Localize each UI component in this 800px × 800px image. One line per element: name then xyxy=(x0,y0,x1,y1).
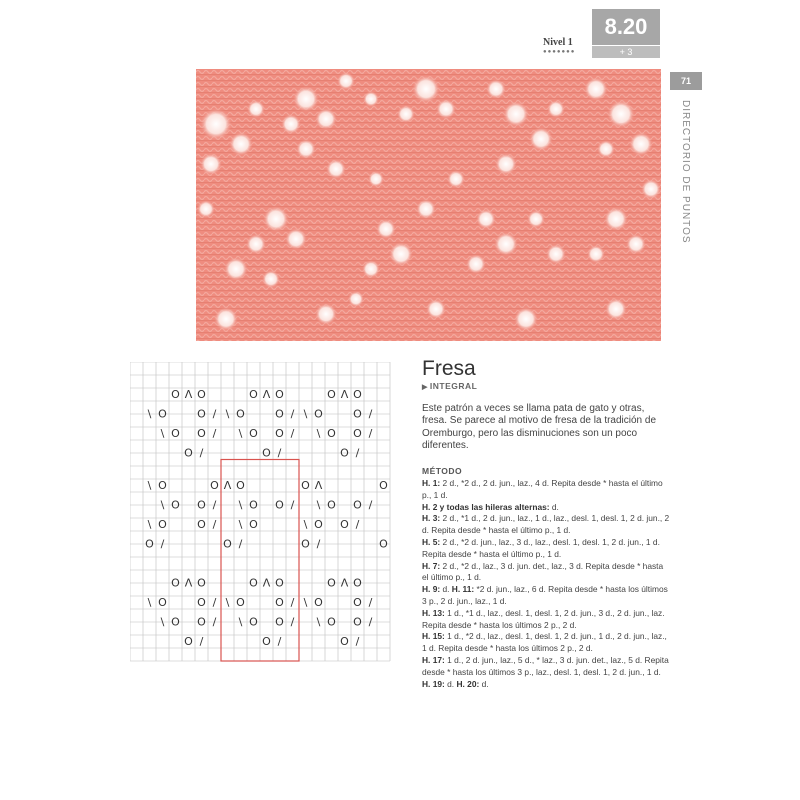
chart-symbol-k2tog: / xyxy=(355,635,360,649)
chart-symbol-yarn_over: O xyxy=(314,407,323,421)
chart-symbol-yarn_over: O xyxy=(158,407,167,421)
chart-symbol-yarn_over: O xyxy=(327,615,336,629)
chart-symbol-yarn_over: O xyxy=(249,518,258,532)
chart-symbol-ssk: \ xyxy=(238,518,243,532)
chart-symbol-yarn_over: O xyxy=(184,635,193,649)
chart-symbol-k2tog: / xyxy=(290,427,295,441)
chart-symbol-ssk: \ xyxy=(147,407,152,421)
chart-symbol-yarn_over: O xyxy=(171,576,180,590)
chart-symbol-k2tog: / xyxy=(290,615,295,629)
chart-symbol-ssk: \ xyxy=(303,407,308,421)
chart-symbol-ssk: \ xyxy=(238,427,243,441)
chart-symbol-cdd: Λ xyxy=(340,388,349,402)
chart-symbol-yarn_over: O xyxy=(171,427,180,441)
chart-symbol-k2tog: / xyxy=(316,537,321,551)
chart-symbol-cdd: Λ xyxy=(184,576,193,590)
chart-symbol-yarn_over: O xyxy=(197,615,206,629)
chart-symbol-yarn_over: O xyxy=(340,635,349,649)
chart-symbol-ssk: \ xyxy=(225,407,230,421)
chart-symbol-k2tog: / xyxy=(290,498,295,512)
chart-symbol-k2tog: / xyxy=(212,427,217,441)
chart-symbol-yarn_over: O xyxy=(236,596,245,610)
chart-symbol-cdd: Λ xyxy=(340,576,349,590)
pattern-intro: Este patrón a veces se llama pata de gato y otras, fresa. Se parece al motivo de fresa de la tradición de Oremburgo, pero las disminuciones son un poco diferentes. xyxy=(422,403,657,451)
chart-symbol-ssk: \ xyxy=(316,615,321,629)
method-step: H. 13: 1 d., *1 d., laz., desl. 1, desl. 1, 2 d. jun., 3 d., 2 d. jun., laz. Repita desde * hasta los últimos 2 p., 2 d. xyxy=(422,607,665,630)
chart-symbol-ssk: \ xyxy=(303,518,308,532)
chart-symbol-yarn_over: O xyxy=(249,427,258,441)
chart-symbol-yarn_over: O xyxy=(197,407,206,421)
method-step: H. 15: 1 d., *2 d., laz., desl. 1, desl. 1, 2 d. jun., 1 d., 2 d. jun., laz., 1 d. Repita desde * hasta los últimos 2 p., 2 d. xyxy=(422,631,667,654)
chart-symbol-yarn_over: O xyxy=(327,427,336,441)
chart-symbol-cdd: Λ xyxy=(184,388,193,402)
chart-symbol-cdd: Λ xyxy=(314,479,323,493)
chart-symbol-yarn_over: O xyxy=(197,518,206,532)
method-step: H. 1: 2 d., *2 d., 2 d. jun., laz., 4 d. Repita desde * hasta el último p., 1 d. xyxy=(422,478,663,500)
chart-symbol-k2tog: / xyxy=(199,635,204,649)
chart-symbol-yarn_over: O xyxy=(353,498,362,512)
chart-symbol-k2tog: / xyxy=(368,407,373,421)
chart-symbol-yarn_over: O xyxy=(353,576,362,590)
chart-symbol-yarn_over: O xyxy=(327,388,336,402)
chart-symbol-yarn_over: O xyxy=(275,407,284,421)
knitting-chart xyxy=(130,362,392,662)
chart-symbol-k2tog: / xyxy=(212,596,217,610)
chart-symbol-yarn_over: O xyxy=(197,576,206,590)
chart-symbol-yarn_over: O xyxy=(327,576,336,590)
chart-symbol-yarn_over: O xyxy=(171,388,180,402)
chart-symbol-k2tog: / xyxy=(368,596,373,610)
chart-symbol-k2tog: / xyxy=(212,407,217,421)
chart-symbol-yarn_over: O xyxy=(353,596,362,610)
chart-symbol-yarn_over: O xyxy=(145,537,154,551)
chart-symbol-k2tog: / xyxy=(355,518,360,532)
method-step: H. 5: 2 d., *2 d. jun., laz., 3 d., laz., desl. 1, desl. 1, 2 d. jun., 1 d. Repita desde * hasta el último p., 1 d. xyxy=(422,536,660,559)
chart-symbol-ssk: \ xyxy=(303,596,308,610)
chart-symbol-yarn_over: O xyxy=(275,427,284,441)
chart-symbol-yarn_over: O xyxy=(327,498,336,512)
chart-symbol-k2tog: / xyxy=(290,596,295,610)
level-dots: ●●●●●●● xyxy=(543,49,576,55)
chart-symbol-k2tog: / xyxy=(212,615,217,629)
chart-symbol-yarn_over: O xyxy=(197,596,206,610)
chart-symbol-yarn_over: O xyxy=(353,427,362,441)
chart-symbol-yarn_over: O xyxy=(236,407,245,421)
chart-symbol-yarn_over: O xyxy=(249,576,258,590)
chart-symbol-k2tog: / xyxy=(368,615,373,629)
chart-symbol-yarn_over: O xyxy=(171,615,180,629)
chart-symbol-k2tog: / xyxy=(212,498,217,512)
section-title: DIRECTORIO DE PUNTOS xyxy=(680,100,691,244)
chart-symbol-ssk: \ xyxy=(225,596,230,610)
chart-symbol-yarn_over: O xyxy=(275,615,284,629)
chart-symbol-k2tog: / xyxy=(277,635,282,649)
chart-symbol-yarn_over: O xyxy=(184,446,193,460)
chart-symbol-yarn_over: O xyxy=(314,518,323,532)
chart-symbol-k2tog: / xyxy=(160,537,165,551)
swatch-image xyxy=(196,69,661,341)
chart-symbol-ssk: \ xyxy=(160,615,165,629)
chart-symbol-yarn_over: O xyxy=(158,518,167,532)
pattern-number-box xyxy=(592,9,660,45)
chart-symbol-yarn_over: O xyxy=(353,407,362,421)
method-step: H. 2 y todas las hileras alternas: d. xyxy=(422,501,559,512)
chart-symbol-yarn_over: O xyxy=(275,498,284,512)
level-tag-text: INTEGRAL xyxy=(429,381,478,391)
chart-symbol-yarn_over: O xyxy=(301,479,310,493)
pattern-title: Fresa xyxy=(422,357,476,380)
knit-swatch-photo xyxy=(196,69,661,341)
stitch-multiple: + 3 xyxy=(592,46,660,58)
chart-symbol-yarn_over: O xyxy=(210,479,219,493)
chart-symbol-yarn_over: O xyxy=(158,479,167,493)
chart-symbol-yarn_over: O xyxy=(223,537,232,551)
chart-symbol-yarn_over: O xyxy=(158,596,167,610)
chart-symbol-yarn_over: O xyxy=(275,596,284,610)
chart-symbol-yarn_over: O xyxy=(249,388,258,402)
method-step: H. 19: d. H. 20: d. xyxy=(422,678,489,689)
method-step: H. 3: 2 d., *1 d., 2 d. jun., laz., 1 d., laz., desl. 1, desl. 1, 2 d. jun., 2 d. Repita desde * hasta el último p., 1 d. xyxy=(422,513,670,536)
chart-symbol-yarn_over: O xyxy=(171,498,180,512)
chart-symbol-ssk: \ xyxy=(238,498,243,512)
chart-symbol-k2tog: / xyxy=(212,518,217,532)
chart-symbol-yarn_over: O xyxy=(197,427,206,441)
chart-symbol-ssk: \ xyxy=(160,498,165,512)
chart-symbol-cdd: Λ xyxy=(223,479,232,493)
chart-symbol-cdd: Λ xyxy=(262,576,271,590)
chart-symbol-cdd: Λ xyxy=(262,388,271,402)
pattern-number: 8.20 xyxy=(604,14,648,39)
chart-symbol-ssk: \ xyxy=(316,427,321,441)
skill-level: Nivel 1 xyxy=(543,37,573,48)
chart-symbol-yarn_over: O xyxy=(197,498,206,512)
chart-symbol-k2tog: / xyxy=(368,498,373,512)
chart-symbol-k2tog: / xyxy=(277,446,282,460)
method-title: MÉTODO xyxy=(422,466,463,476)
chart-symbol-yarn_over: O xyxy=(249,615,258,629)
chart-symbol-k2tog: / xyxy=(290,407,295,421)
chart-symbol-yarn_over: O xyxy=(249,498,258,512)
chart-symbol-yarn_over: O xyxy=(340,446,349,460)
chart-symbol-yarn_over: O xyxy=(275,388,284,402)
method-step: H. 17: 1 d., 2 d. jun., laz., 5 d., * laz., 3 d. jun. det., laz., 5 d. Repita desde * hasta los últimos 3 p., laz., desl. 1, desl. 1, 2 d. jun., 1 d. xyxy=(422,654,669,677)
method-step: H. 9: d. H. 11: *2 d. jun., laz., 6 d. Repita desde * hasta los últimos 3 p., 2 d. jun., laz., 1 d. xyxy=(422,584,668,606)
chart-symbol-yarn_over: O xyxy=(262,446,271,460)
chart-symbol-ssk: \ xyxy=(147,479,152,493)
chart-symbol-yarn_over: O xyxy=(236,479,245,493)
chart-symbol-ssk: \ xyxy=(147,596,152,610)
method-steps xyxy=(422,478,670,690)
chart-symbol-yarn_over: O xyxy=(301,537,310,551)
chart-symbol-k2tog: / xyxy=(238,537,243,551)
chart-symbol-yarn_over: O xyxy=(353,388,362,402)
page-number: 71 xyxy=(670,72,702,90)
chart-symbol-ssk: \ xyxy=(160,427,165,441)
chart-symbol-yarn_over: O xyxy=(314,596,323,610)
chart-symbol-yarn_over: O xyxy=(379,537,388,551)
chart-symbol-k2tog: / xyxy=(355,446,360,460)
triangle-icon: ▶ xyxy=(422,384,428,391)
chart-symbol-yarn_over: O xyxy=(275,576,284,590)
chart-symbol-yarn_over: O xyxy=(379,479,388,493)
chart-symbol-yarn_over: O xyxy=(197,388,206,402)
method-step: H. 7: 2 d., *2 d., laz., 3 d. jun. det., laz., 3 d. Repita desde * hasta el último p., 1 d. xyxy=(422,560,664,583)
chart-symbol-ssk: \ xyxy=(147,518,152,532)
chart-symbol-yarn_over: O xyxy=(340,518,349,532)
chart-symbol-k2tog: / xyxy=(368,427,373,441)
level-tag xyxy=(422,381,477,391)
chart-symbol-ssk: \ xyxy=(316,498,321,512)
chart-symbol-k2tog: / xyxy=(199,446,204,460)
chart-symbol-yarn_over: O xyxy=(353,615,362,629)
chart-symbol-yarn_over: O xyxy=(262,635,271,649)
chart-symbol-ssk: \ xyxy=(238,615,243,629)
